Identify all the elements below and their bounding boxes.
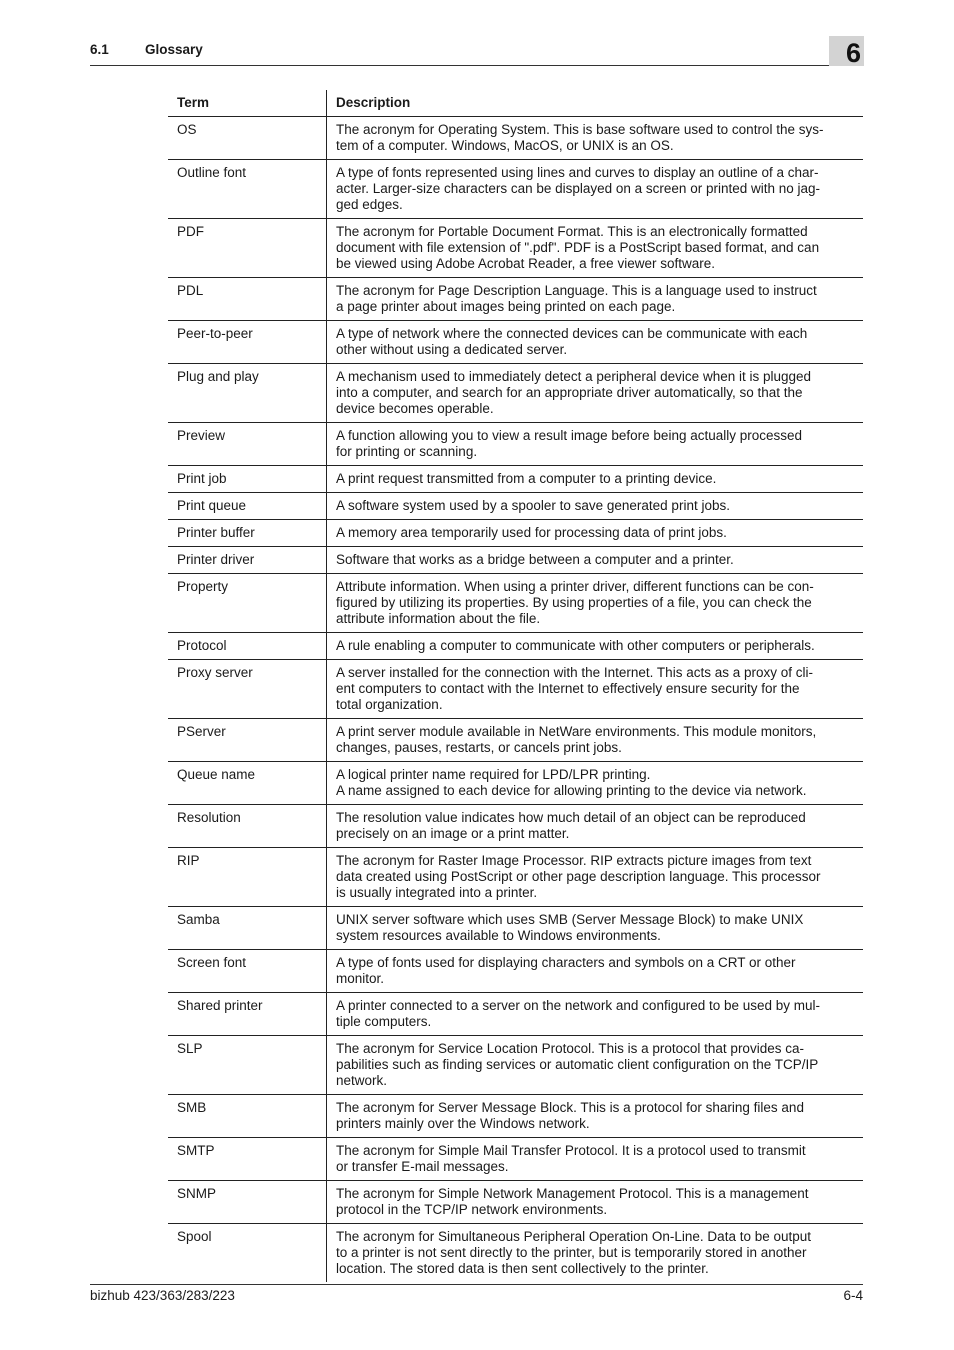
glossary-term: PServer <box>168 719 327 762</box>
table-row <box>168 993 863 1036</box>
table-row <box>168 520 863 547</box>
page-number: 6-4 <box>843 1288 863 1303</box>
table-row <box>168 805 863 848</box>
page-footer <box>90 1284 863 1307</box>
table-row <box>168 762 863 805</box>
table-row <box>168 660 863 719</box>
glossary-description: The acronym for Page Description Language. This is a language used to instruct a page printer about images being printed on each page. <box>327 278 864 321</box>
glossary-term: SNMP <box>168 1181 327 1224</box>
table-row <box>168 466 863 493</box>
glossary-term: SLP <box>168 1036 327 1095</box>
glossary-description: The resolution value indicates how much detail of an object can be reproduced precisely on an image or a print matter. <box>327 805 864 848</box>
glossary-term: SMB <box>168 1095 327 1138</box>
glossary-description: A mechanism used to immediately detect a peripheral device when it is plugged into a computer, and search for an appropriate driver automatically, so that the device becomes operable. <box>327 364 864 423</box>
page-header <box>90 38 863 66</box>
glossary-description: UNIX server software which uses SMB (Server Message Block) to make UNIX system resources available to Windows environments. <box>327 907 864 950</box>
table-row <box>168 1036 863 1095</box>
glossary-description: The acronym for Server Message Block. This is a protocol for sharing files and printers mainly over the Windows network. <box>327 1095 864 1138</box>
glossary-description: A type of fonts used for displaying characters and symbols on a CRT or other monitor. <box>327 950 864 993</box>
glossary-term: Printer buffer <box>168 520 327 547</box>
glossary-term: PDL <box>168 278 327 321</box>
table-row <box>168 547 863 574</box>
glossary-term: Print queue <box>168 493 327 520</box>
glossary-term: Samba <box>168 907 327 950</box>
table-row <box>168 117 863 160</box>
glossary-description: A print request transmitted from a computer to a printing device. <box>327 466 864 493</box>
glossary-term: RIP <box>168 848 327 907</box>
glossary-term: Shared printer <box>168 993 327 1036</box>
glossary-description: A print server module available in NetWare environments. This module monitors, changes, pauses, restarts, or cancels print jobs. <box>327 719 864 762</box>
glossary-term: PDF <box>168 219 327 278</box>
column-header-term: Term <box>168 90 327 117</box>
glossary-description: A type of network where the connected devices can be communicate with each other without using a dedicated server. <box>327 321 864 364</box>
table-row <box>168 1224 863 1283</box>
glossary-description: The acronym for Raster Image Processor. RIP extracts picture images from text data created using PostScript or other page description language. This processor is usually integrated into a printer. <box>327 848 864 907</box>
glossary-term: SMTP <box>168 1138 327 1181</box>
glossary-term: Peer-to-peer <box>168 321 327 364</box>
table-row <box>168 278 863 321</box>
glossary-description: Attribute information. When using a printer driver, different functions can be con- figured by utilizing its properties. By using properties of a file, you can check the attribute information about the file. <box>327 574 864 633</box>
table-header-row <box>168 90 863 117</box>
table-row <box>168 364 863 423</box>
glossary-term: Print job <box>168 466 327 493</box>
table-row <box>168 574 863 633</box>
glossary-description: A rule enabling a computer to communicate with other computers or peripherals. <box>327 633 864 660</box>
glossary-description: A function allowing you to view a result image before being actually processed for printing or scanning. <box>327 423 864 466</box>
glossary-description: A printer connected to a server on the network and configured to be used by mul- tiple computers. <box>327 993 864 1036</box>
glossary-description: The acronym for Service Location Protocol. This is a protocol that provides ca- pabilities such as finding services or automatic client configuration on the TCP/IP network. <box>327 1036 864 1095</box>
product-name: bizhub 423/363/283/223 <box>90 1288 235 1303</box>
table-row <box>168 1181 863 1224</box>
table-row <box>168 719 863 762</box>
glossary-term: Preview <box>168 423 327 466</box>
table-row <box>168 950 863 993</box>
glossary-description: The acronym for Operating System. This is base software used to control the sys- tem of a computer. Windows, MacOS, or UNIX is an OS. <box>327 117 864 160</box>
glossary-term: Proxy server <box>168 660 327 719</box>
glossary-term: Plug and play <box>168 364 327 423</box>
glossary-term: OS <box>168 117 327 160</box>
table-row <box>168 848 863 907</box>
table-row <box>168 219 863 278</box>
section-title: Glossary <box>145 42 203 57</box>
table-row <box>168 907 863 950</box>
table-row <box>168 423 863 466</box>
glossary-body <box>168 117 863 1283</box>
glossary-term: Spool <box>168 1224 327 1283</box>
chapter-number-badge: 6 <box>829 36 864 66</box>
table-row <box>168 160 863 219</box>
glossary-description: The acronym for Simultaneous Peripheral Operation On-Line. Data to be output to a printer is not sent directly to the printer, but is temporarily stored in another location. The stored data is then sent collectively to the printer. <box>336 1229 812 1276</box>
glossary-description: A type of fonts represented using lines and curves to display an outline of a char- acter. Larger-size characters can be displayed on a screen or printed with no jag- ged edges. <box>327 160 864 219</box>
glossary-description: A server installed for the connection with the Internet. This acts as a proxy of cli- ent computers to contact with the Internet to effectively ensure security for the total organization. <box>327 660 864 719</box>
table-row <box>168 633 863 660</box>
glossary-table <box>168 90 863 1282</box>
glossary-term: Screen font <box>168 950 327 993</box>
glossary-description: The acronym for Simple Mail Transfer Protocol. It is a protocol used to transmit or transfer E-mail messages. <box>327 1138 864 1181</box>
glossary-term: Outline font <box>168 160 327 219</box>
glossary-term: Printer driver <box>168 547 327 574</box>
section-number: 6.1 <box>90 42 109 57</box>
glossary-term: Property <box>168 574 327 633</box>
glossary-term: Resolution <box>168 805 327 848</box>
table-row <box>168 1138 863 1181</box>
glossary-description: The acronym for Simple Network Management Protocol. This is a management protocol in the TCP/IP network environments. <box>327 1181 864 1224</box>
glossary-description: A software system used by a spooler to save generated print jobs. <box>327 493 864 520</box>
glossary-term: Queue name <box>168 762 327 805</box>
glossary-description: The acronym for Portable Document Format. This is an electronically formatted document with file extension of ".pdf". PDF is a PostScript based format, and can be viewed using Adobe Acrobat Reader, a free viewer software. <box>327 219 864 278</box>
table-row <box>168 321 863 364</box>
glossary-term: Protocol <box>168 633 327 660</box>
glossary-description: Software that works as a bridge between a computer and a printer. <box>327 547 864 574</box>
glossary-description: A memory area temporarily used for processing data of print jobs. <box>327 520 864 547</box>
table-row <box>168 1095 863 1138</box>
table-row <box>168 493 863 520</box>
column-header-description: Description <box>327 90 864 117</box>
glossary-description: A logical printer name required for LPD/LPR printing. A name assigned to each device for allowing printing to the device via network. <box>327 762 864 805</box>
